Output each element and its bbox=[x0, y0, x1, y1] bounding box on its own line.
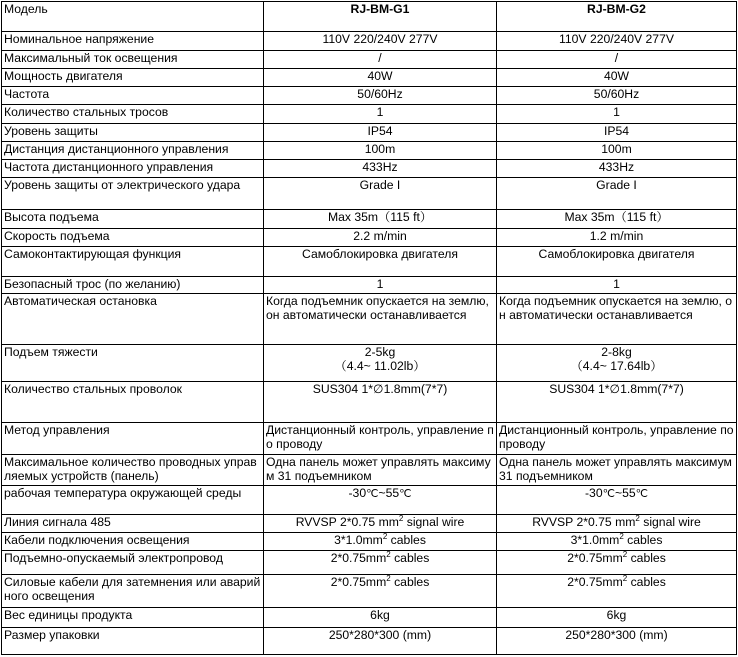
cell-g2: 1.2 m/min bbox=[497, 229, 737, 247]
load-range-kg: 2-8kg bbox=[601, 344, 632, 359]
table-row bbox=[2, 455, 737, 485]
cell-g1: 40W bbox=[264, 68, 497, 86]
row-label: Безопасный трос (по желанию) bbox=[2, 276, 264, 293]
cell-g1: 110V 220/240V 277V bbox=[264, 32, 497, 50]
row-label: Силовые кабели для затемнения или аварийного освещения bbox=[2, 574, 264, 607]
table-row bbox=[2, 551, 737, 574]
value-text: cables bbox=[627, 551, 666, 566]
row-label: рабочая температура окружающей среды bbox=[2, 485, 264, 514]
table-row bbox=[2, 87, 737, 105]
table-row bbox=[2, 160, 737, 178]
table-row bbox=[2, 382, 737, 423]
value-text: cables bbox=[623, 533, 663, 548]
cell-g2: 250*280*300 (mm) bbox=[497, 628, 737, 655]
model-g1: RJ-BM-G1 bbox=[264, 2, 497, 32]
table-row bbox=[2, 608, 737, 628]
cell-g2: Дистанционный контроль, управление по проводу bbox=[497, 422, 737, 454]
cell-g1: 1 bbox=[264, 276, 497, 293]
cell-g2: Max 35m（115 ft） bbox=[497, 209, 737, 228]
cell-g2: SUS304 1*∅1.8mm(7*7) bbox=[497, 382, 737, 423]
row-label: Частота дистанционного управления bbox=[2, 160, 264, 178]
cell-g2: Когда подъемник опускается на землю, он автоматически останавливается bbox=[497, 293, 737, 344]
cell-g1 bbox=[264, 514, 497, 532]
cell-g2: 40W bbox=[497, 68, 737, 86]
cell-g1: SUS304 1*∅1.8mm(7*7) bbox=[264, 382, 497, 423]
cell-g1 bbox=[264, 344, 497, 382]
cell-g1 bbox=[264, 551, 497, 574]
row-label: Вес единицы продукта bbox=[2, 608, 264, 628]
value-text: 2*0.75mm bbox=[567, 551, 623, 566]
cell-g2 bbox=[497, 344, 737, 382]
row-label: Мощность двигателя bbox=[2, 68, 264, 86]
value-text: 3*1.0mm bbox=[570, 533, 620, 548]
row-label: Метод управления bbox=[2, 422, 264, 454]
cell-g1: Одна панель может управлять максимум 31 подъемником bbox=[264, 455, 497, 485]
value-text: 3*1.0mm bbox=[334, 533, 383, 548]
cell-g2: 6kg bbox=[497, 608, 737, 628]
cell-g2: 1 bbox=[497, 105, 737, 123]
superscript: 2 bbox=[619, 532, 624, 542]
cell-g1: 433Hz bbox=[264, 160, 497, 178]
row-label: Количество стальных тросов bbox=[2, 105, 264, 123]
value-text: signal wire bbox=[403, 514, 465, 529]
cell-g2: 50/60Hz bbox=[497, 87, 737, 105]
superscript: 2 bbox=[622, 550, 628, 560]
superscript: 2 bbox=[386, 550, 391, 560]
table-row bbox=[2, 628, 737, 655]
value-text: signal wire bbox=[639, 514, 701, 529]
header-row bbox=[2, 2, 737, 32]
row-label: Дистанция дистанционного управления bbox=[2, 141, 264, 159]
row-label: Автоматическая остановка bbox=[2, 293, 264, 344]
row-label: Скорость подъема bbox=[2, 229, 264, 247]
row-label: Номинальное напряжение bbox=[2, 32, 264, 50]
cell-g1 bbox=[264, 533, 497, 551]
cell-g2: 433Hz bbox=[497, 160, 737, 178]
cell-g1: Самоблокировка двигателя bbox=[264, 247, 497, 276]
cell-g2: IP54 bbox=[497, 123, 737, 141]
temp-min: -30 bbox=[584, 485, 603, 500]
table-row bbox=[2, 422, 737, 454]
row-label: Максимальное количество проводных управляемых устройств (панель) bbox=[2, 455, 264, 485]
cell-g2 bbox=[497, 514, 737, 532]
table-row bbox=[2, 229, 737, 247]
cell-g2: / bbox=[497, 50, 737, 68]
celsius-icon: ℃ bbox=[602, 487, 615, 500]
table-row bbox=[2, 178, 737, 209]
table-row bbox=[2, 574, 737, 607]
table-row bbox=[2, 344, 737, 382]
row-label: Уровень защиты от электрического удара bbox=[2, 178, 264, 209]
cell-g1: 1 bbox=[264, 105, 497, 123]
cell-g1: 100m bbox=[264, 141, 497, 159]
cell-g2 bbox=[497, 533, 737, 551]
value-text: 2*0.75mm bbox=[330, 551, 387, 566]
value-text: cables bbox=[387, 533, 426, 548]
table-row bbox=[2, 276, 737, 293]
row-label: Высота подъема bbox=[2, 209, 264, 228]
table-row bbox=[2, 105, 737, 123]
value-text: RVVSP 2*0.75 mm bbox=[295, 514, 399, 529]
superscript: 2 bbox=[398, 514, 404, 523]
spec-table bbox=[1, 1, 737, 655]
value-text: RVVSP 2*0.75 mm bbox=[532, 514, 636, 529]
value-text: 2*0.75mm bbox=[330, 574, 387, 589]
cell-g1: IP54 bbox=[264, 123, 497, 141]
temp-max: ~55 bbox=[378, 485, 400, 500]
cell-g1: Grade I bbox=[264, 178, 497, 209]
cell-g2: Grade I bbox=[497, 178, 737, 209]
row-label: Подъемно-опускаемый электропровод bbox=[2, 551, 264, 574]
celsius-icon: ℃ bbox=[399, 487, 412, 500]
table-row bbox=[2, 141, 737, 159]
value-text: cables bbox=[390, 574, 430, 589]
table-row bbox=[2, 50, 737, 68]
row-label: Размер упаковки bbox=[2, 628, 264, 655]
superscript: 2 bbox=[635, 514, 640, 523]
cell-g1: 2.2 m/min bbox=[264, 229, 497, 247]
value-text: 2*0.75mm bbox=[567, 574, 623, 589]
cell-g1: 250*280*300 (mm) bbox=[264, 628, 497, 655]
cell-g1: Когда подъемник опускается на землю, он автоматически останавливается bbox=[264, 293, 497, 344]
temp-min: -30 bbox=[348, 485, 367, 500]
cell-g1 bbox=[264, 574, 497, 607]
cell-g2 bbox=[497, 574, 737, 607]
cell-g2: 100m bbox=[497, 141, 737, 159]
celsius-icon: ℃ bbox=[635, 487, 649, 500]
superscript: 2 bbox=[622, 574, 628, 583]
cell-g2: 1 bbox=[497, 276, 737, 293]
cell-g1 bbox=[264, 485, 497, 514]
cell-g2: 110V 220/240V 277V bbox=[497, 32, 737, 50]
cell-g1: Дистанционный контроль, управление по проводу bbox=[264, 422, 497, 454]
load-range-kg: 2-5kg bbox=[364, 344, 396, 359]
celsius-icon: ℃ bbox=[366, 487, 379, 500]
row-label: Кабели подключения освещения bbox=[2, 533, 264, 551]
cell-g1: Max 35m（115 ft） bbox=[264, 209, 497, 228]
superscript: 2 bbox=[386, 574, 391, 583]
cell-g1: 6kg bbox=[264, 608, 497, 628]
cell-g1: / bbox=[264, 50, 497, 68]
row-label: Частота bbox=[2, 87, 264, 105]
row-label: Подъем тяжести bbox=[2, 344, 264, 382]
table-row bbox=[2, 485, 737, 514]
temp-max: ~55 bbox=[614, 485, 636, 500]
model-label: Модель bbox=[2, 2, 264, 32]
row-label: Уровень защиты bbox=[2, 123, 264, 141]
cell-g1: 50/60Hz bbox=[264, 87, 497, 105]
superscript: 2 bbox=[382, 532, 388, 542]
cell-g2: Одна панель может управлять максимум 31 подъемником bbox=[497, 455, 737, 485]
cell-g2 bbox=[497, 551, 737, 574]
table-row bbox=[2, 247, 737, 276]
load-range-lb: （4.4~ 17.64lb） bbox=[570, 358, 663, 373]
row-label: Самоконтактирующая функция bbox=[2, 247, 264, 276]
table-row bbox=[2, 209, 737, 228]
cell-g2: Самоблокировка двигателя bbox=[497, 247, 737, 276]
table-row bbox=[2, 514, 737, 532]
table-row bbox=[2, 32, 737, 50]
model-g2: RJ-BM-G2 bbox=[497, 2, 737, 32]
load-range-lb: （4.4~ 11.02lb） bbox=[334, 358, 426, 373]
row-label: Линия сигнала 485 bbox=[2, 514, 264, 532]
table-row bbox=[2, 68, 737, 86]
table-row bbox=[2, 123, 737, 141]
value-text: cables bbox=[627, 574, 666, 589]
value-text: cables bbox=[390, 551, 430, 566]
table-row bbox=[2, 533, 737, 551]
cell-g2 bbox=[497, 485, 737, 514]
row-label: Количество стальных проволок bbox=[2, 382, 264, 423]
table-row bbox=[2, 293, 737, 344]
row-label: Максимальный ток освещения bbox=[2, 50, 264, 68]
